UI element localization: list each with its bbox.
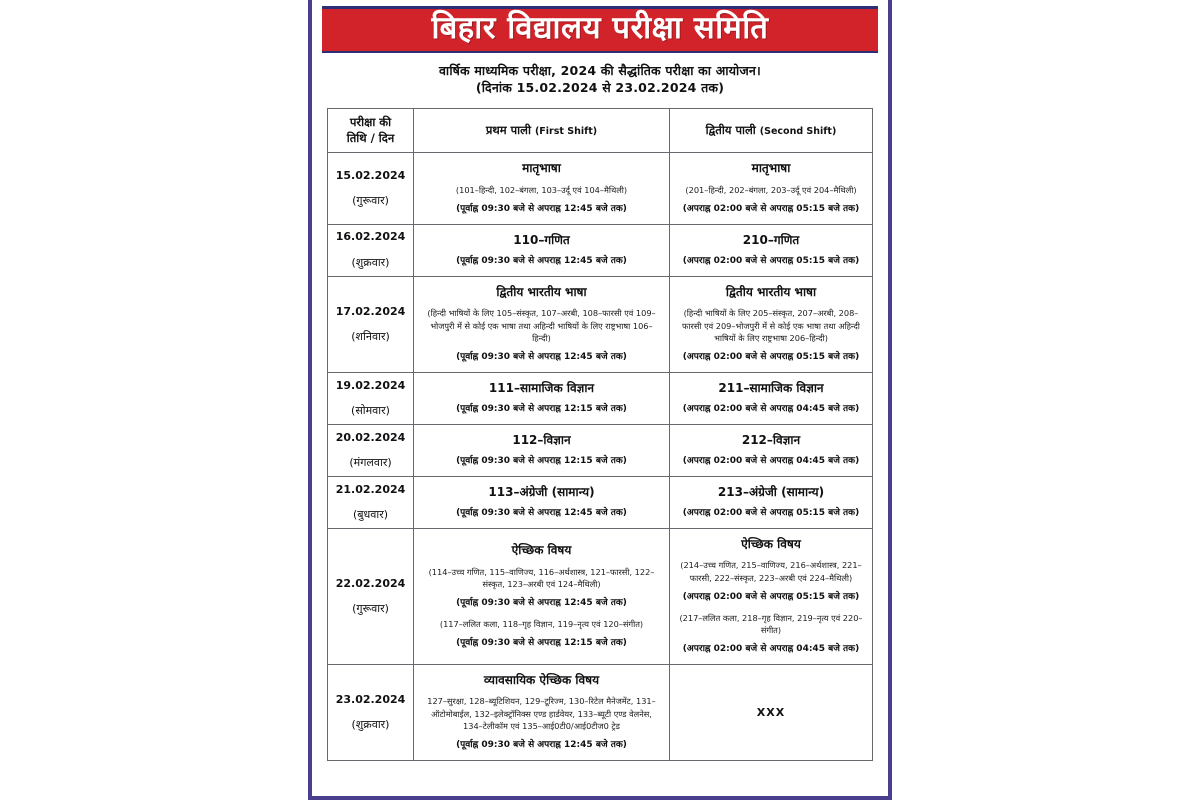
second-shift-timing: (अपराह्न 02:00 बजे से अपराह्न 04:45 बजे तक) (682, 404, 860, 415)
first-shift-subject-codes: (101–हिन्दी, 102–बंगला, 103–उर्दू एवं 104–मैथिली) (455, 184, 628, 195)
exam-date-cell (328, 224, 414, 276)
exam-day: (मंगलवार) (349, 455, 392, 469)
first-shift-timing: (पूर्वाह्न 09:30 बजे से अपराह्न 12:15 बजे तक) (456, 456, 627, 467)
table-row (328, 528, 873, 664)
exam-date: 15.02.2024 (335, 168, 406, 182)
column-header-first-shift (414, 108, 670, 152)
second-shift-timing-2: (अपराह्न 02:00 बजे से अपराह्न 04:45 बजे तक) (682, 644, 860, 655)
first-shift-timing: (पूर्वाह्न 09:30 बजे से अपराह्न 12:45 बजे तक) (456, 740, 627, 751)
second-shift-timing: (अपराह्न 02:00 बजे से अपराह्न 05:15 बजे तक) (682, 256, 860, 267)
table-row (328, 153, 873, 224)
first-shift-cell (414, 153, 670, 224)
banner (322, 6, 878, 53)
first-shift-subject: 113–अंग्रेजी (सामान्य) (488, 484, 595, 499)
document-page (308, 0, 892, 800)
first-shift-subject: मातृभाषा (522, 161, 561, 176)
first-shift-cell (414, 528, 670, 664)
second-shift-subject: मातृभाषा (751, 161, 791, 176)
exam-date-cell (328, 372, 414, 424)
second-shift-subject: 211–सामाजिक विज्ञान (718, 380, 824, 395)
exam-day: (बुधवार) (352, 507, 389, 521)
column-header-first-shift-hi: प्रथम पाली (485, 123, 531, 138)
second-shift-timing: (अपराह्न 02:00 बजे से अपराह्न 05:15 बजे तक) (682, 592, 860, 603)
second-shift-cell (670, 276, 873, 372)
first-shift-cell (414, 276, 670, 372)
second-shift-cell (670, 224, 873, 276)
first-shift-timing: (पूर्वाह्न 09:30 बजे से अपराह्न 12:45 बजे तक) (456, 508, 627, 519)
second-shift-timing: (अपराह्न 02:00 बजे से अपराह्न 05:15 बजे तक) (682, 508, 860, 519)
exam-day: (शुक्रवार) (351, 255, 390, 269)
column-header-date-line1: परीक्षा की (349, 114, 392, 129)
second-shift-cell (670, 372, 873, 424)
first-shift-timing: (पूर्वाह्न 09:30 बजे से अपराह्न 12:45 बजे तक) (456, 598, 627, 609)
second-shift-cell (670, 424, 873, 476)
first-shift-subject: 112–विज्ञान (512, 432, 571, 447)
exam-date: 19.02.2024 (335, 378, 406, 392)
exam-date-cell (328, 276, 414, 372)
first-shift-subject: 110–गणित (513, 232, 570, 247)
column-header-date (328, 108, 414, 152)
table-row (328, 476, 873, 528)
second-shift-subject-codes: (214–उच्च गणित, 215–वाणिज्य, 216–अर्थशास्त्र, 221–फारसी, 222–संस्कृत, 223–अरबी एवं 224–मैथिली) (680, 560, 862, 583)
first-shift-subject-codes: (हिन्दी भाषियों के लिए 105–संस्कृत, 107–अरबी, 108–फारसी एवं 109–भोजपुरी में से कोई एक भाषा तथा अहिन्दी भाषियों के लिए राष्ट्रभाषा 106–हिन्दी) (427, 308, 656, 343)
first-shift-subject: व्यावसायिक ऐच्छिक विषय (483, 672, 600, 687)
first-shift-cell (414, 372, 670, 424)
second-shift-subject-codes: (हिन्दी भाषियों के लिए 205–संस्कृत, 207–अरबी, 208–फारसी एवं 209–भोजपुरी में से कोई एक भाषा तथा अहिन्दी भाषियों के लिए राष्ट्रभाषा 206–हिन्दी) (682, 308, 860, 343)
second-shift-subject: ऐच्छिक विषय (741, 536, 801, 551)
exam-date: 16.02.2024 (335, 230, 406, 244)
second-shift-cell (670, 664, 873, 760)
first-shift-timing: (पूर्वाह्न 09:30 बजे से अपराह्न 12:15 बजे तक) (456, 404, 627, 415)
page-inner (316, 0, 884, 792)
second-shift-subject-codes-2: (217–ललित कला, 218–गृह विज्ञान, 219–नृत्य एवं 220–संगीत) (679, 612, 863, 635)
first-shift-cell (414, 424, 670, 476)
first-shift-subject-codes: 127–सुरक्षा, 128–ब्यूटिशियन, 129–टूरिज्म, 130–रिटेल मैनेजमेंट, 131–ऑटोमोबाईल, 132–इलेक्ट्रॉनिक्स एण्ड हार्डवेयर, 133–ब्यूटी एण्ड वेलनेस, 134–टेलीकॉम एवं 135–आई0टी0/आई0टीज0 ट्रेड (427, 696, 656, 731)
table-row (328, 276, 873, 372)
exam-date-cell (328, 153, 414, 224)
second-shift-timing: (अपराह्न 02:00 बजे से अपराह्न 05:15 बजे तक) (682, 352, 860, 363)
first-shift-subject: द्वितीय भारतीय भाषा (496, 284, 587, 299)
exam-date: 20.02.2024 (335, 430, 406, 444)
second-shift-cell (670, 476, 873, 528)
table-row (328, 424, 873, 476)
column-header-first-shift-en: (First Shift) (534, 126, 598, 138)
table-row (328, 664, 873, 760)
first-shift-timing-2: (पूर्वाह्न 09:30 बजे से अपराह्न 12:15 बजे तक) (456, 638, 627, 649)
subtitle-line-1: वार्षिक माध्यमिक परीक्षा, 2024 की सैद्धांतिक परीक्षा का आयोजन। (438, 62, 761, 78)
exam-day: (शुक्रवार) (351, 717, 390, 731)
exam-date: 22.02.2024 (335, 576, 406, 590)
first-shift-timing: (पूर्वाह्न 09:30 बजे से अपराह्न 12:45 बजे तक) (456, 352, 627, 363)
second-shift-cell (670, 153, 873, 224)
table-body (328, 153, 873, 761)
column-header-second-shift-hi: द्वितीय पाली (705, 123, 756, 138)
second-shift-subject: 212–विज्ञान (741, 432, 801, 447)
first-shift-timing: (पूर्वाह्न 09:30 बजे से अपराह्न 12:45 बजे तक) (456, 256, 627, 267)
first-shift-timing: (पूर्वाह्न 09:30 बजे से अपराह्न 12:45 बजे तक) (456, 204, 627, 215)
column-header-date-line2: तिथि / दिन (346, 131, 395, 146)
first-shift-cell (414, 664, 670, 760)
exam-date-cell (328, 424, 414, 476)
column-header-second-shift (670, 108, 873, 152)
subtitle-line-2: (दिनांक 15.02.2024 से 23.02.2024 तक) (475, 80, 725, 96)
subtitle-block (316, 53, 884, 106)
second-shift-subject: द्वितीय भारतीय भाषा (725, 284, 817, 299)
column-header-second-shift-en: (Second Shift) (759, 126, 837, 138)
exam-day: (सोमवार) (351, 403, 390, 417)
second-shift-subject: 213–अंग्रेजी (सामान्य) (717, 484, 825, 499)
first-shift-subject: 111–सामाजिक विज्ञान (488, 380, 595, 395)
exam-date: 23.02.2024 (335, 692, 406, 706)
exam-date-cell (328, 476, 414, 528)
table-row (328, 224, 873, 276)
first-shift-subject-codes-2: (117–ललित कला, 118–गृह विज्ञान, 119–नृत्य एवं 120–संगीत) (439, 618, 644, 629)
exam-date: 17.02.2024 (335, 304, 406, 318)
second-shift-timing: (अपराह्न 02:00 बजे से अपराह्न 04:45 बजे तक) (682, 456, 860, 467)
banner-title: बिहार विद्यालय परीक्षा समिति (431, 10, 769, 46)
first-shift-cell (414, 476, 670, 528)
second-shift-placeholder: XXX (756, 705, 786, 719)
table-row (328, 372, 873, 424)
second-shift-timing: (अपराह्न 02:00 बजे से अपराह्न 05:15 बजे तक) (682, 204, 860, 215)
second-shift-subject-codes: (201–हिन्दी, 202–बंगला, 203–उर्दू एवं 204–मैथिली) (685, 184, 857, 195)
exam-date-cell (328, 528, 414, 664)
first-shift-subject-codes: (114–उच्च गणित, 115–वाणिज्य, 116–अर्थशास्त्र, 121–फारसी, 122–संस्कृत, 123–अरबी एवं 124–मैथिली) (428, 566, 655, 589)
first-shift-subject: ऐच्छिक विषय (511, 543, 572, 558)
first-shift-cell (414, 224, 670, 276)
exam-date-cell (328, 664, 414, 760)
exam-schedule-table (327, 108, 873, 761)
table-header-row (328, 108, 873, 152)
exam-day: (गुरूवार) (352, 193, 389, 207)
exam-day: (शनिवार) (351, 329, 390, 343)
exam-date: 21.02.2024 (335, 482, 406, 496)
second-shift-cell (670, 528, 873, 664)
exam-day: (गुरूवार) (352, 601, 389, 615)
second-shift-subject: 210–गणित (742, 232, 800, 247)
